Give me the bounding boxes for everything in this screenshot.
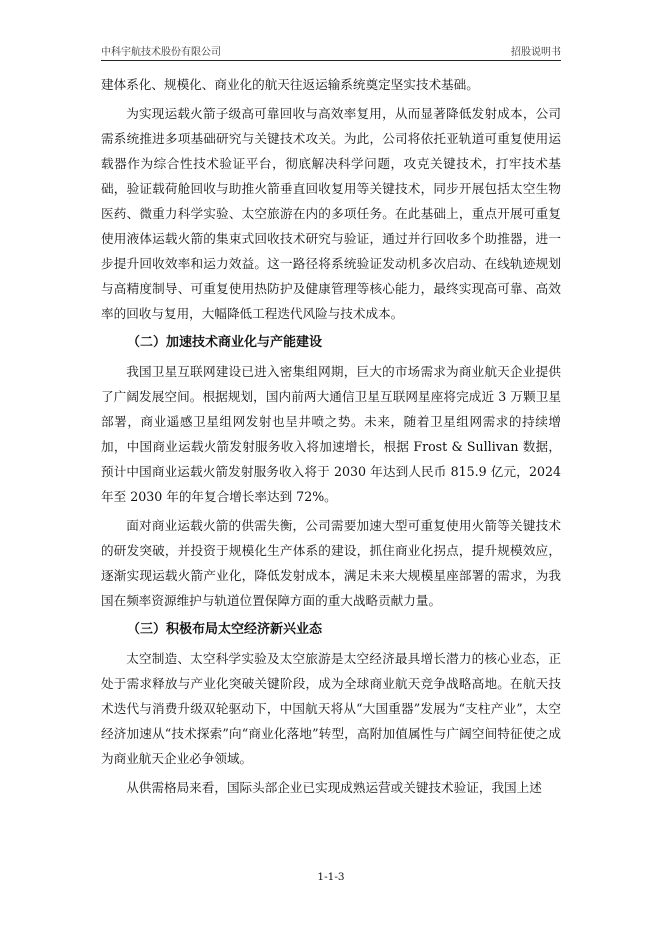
page-number: 1-1-3 <box>317 871 345 883</box>
paragraph-recovery-technology: 为实现运载火箭子级高可靠回收与高效率复用，从而显著降低发射成本，公司需系统推进多项基础研究与关键技术攻关。为此，公司将依托亚轨道可重复使用运载器作为综合性技术验证平台，彻底解决科学问题，攻克关键技术，打牢技术基础，验证载荷舱回收与助推火箭垂直回收复用等关键技术，同步开展包括太空生物医药、微重力科学实验、太空旅游在内的多项任务。在此基础上，重点开展可重复使用液体运载火箭的集束式回收技术研究与验证，通过并行回收多个助推器，进一步提升回收效率和运力效益。这一路径将系统验证发动机多次启动、在线轨迹规划与高精度制导、可重复使用热防护及健康管理等核心能力，最终实现高可靠、高效率的回收与复用，大幅降低工程迭代风险与技术成本。 <box>101 106 561 321</box>
page-body <box>101 72 561 800</box>
paragraph-space-economy: 太空制造、太空科学实验及太空旅游是太空经济最具增长潜力的核心业态，正处于需求释放与产业化突破关键阶段，成为全球商业航天竞争战略高地。在航天技术迭代与消费升级双轮驱动下，中国航天将从“大国重器”发展为“支柱产业”，太空经济加速从“技术探索”向“商业化落地”转型，高附加值属性与广阔空间特征使之成为商业航天企业必争领域。 <box>101 651 561 766</box>
section-heading-commercialization: （二）加速技术商业化与产能建设 <box>127 335 323 350</box>
page-header <box>101 40 561 61</box>
paragraph-continued: 建体系化、规模化、商业化的航天往返运输系统奠定坚实技术基础。 <box>101 77 479 92</box>
document-type: 招股说明书 <box>511 47 561 58</box>
paragraph-market-landscape: 从供需格局来看，国际头部企业已实现成熟运营或关键技术验证，我国上述 <box>126 780 542 795</box>
paragraph-satellite-internet: 我国卫星互联网建设已进入密集组网期，巨大的市场需求为商业航天企业提供了广阔发展空间。根据规划，国内前两大通信卫星互联网星座将完成近 3 万颗卫星部署，商业遥感卫星组网发射也呈井喷之势。未来，随着卫星组网需求的持续增加，中国商业运载火箭发射服务收入将加速增长，根据 Frost & Sullivan 数据，预计中国商业运载火箭发射服务收入将于 2030 年达到人民币 815.9 亿元，2024 年至 2030 年的年复合增长率达到 72%。 <box>101 364 561 504</box>
section-heading-space-economy: （三）积极布局太空经济新兴业态 <box>127 622 323 637</box>
company-name: 中科宇航技术股份有限公司 <box>101 47 221 58</box>
paragraph-supply-demand: 面对商业运载火箭的供需失衡，公司需要加速大型可重复使用火箭等关键技术的研发突破，并投资于规模化生产体系的建设，抓住商业化拐点，提升规模效应，逐渐实现运载火箭产业化，降低发射成本，满足未来大规模星座部署的需求，为我国在频率资源维护与轨道位置保障方面的重大战略贡献力量。 <box>101 518 561 608</box>
